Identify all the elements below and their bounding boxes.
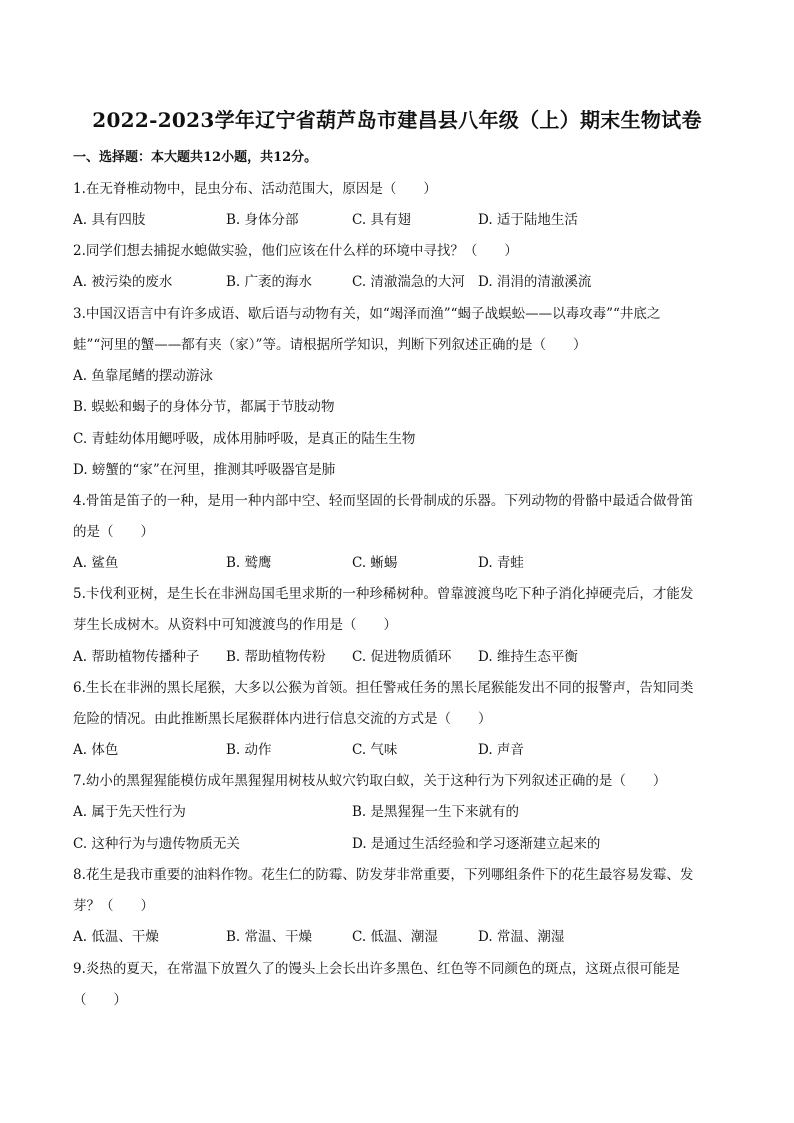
q7-option-d: D. 是通过生活经验和学习逐渐建立起来的: [352, 836, 601, 852]
q8-option-a: A. 低温、干燥: [73, 929, 159, 945]
q2-option-c: C. 清澈湍急的大河: [352, 274, 465, 290]
question-6-stem-line-1: 6.生长在非洲的黑长尾猴，大多以公猴为首领。担任警戒任务的黑长尾猴能发出不同的报警声，告知同类: [73, 680, 694, 696]
question-5-stem-line-2: 芽生长成树木。从资料中可知渡渡鸟的作用是（ ）: [73, 617, 397, 633]
q4-option-d: D. 青蛙: [478, 555, 524, 571]
q3-option-d: D. 螃蟹的“家”在河里，推测其呼吸器官是肺: [73, 462, 336, 478]
question-4-stem-line-1: 4.骨笛是笛子的一种，是用一种内部中空、轻而坚固的长骨制成的乐器。下列动物的骨骼中最适合做骨笛: [73, 493, 694, 509]
q6-option-d: D. 声音: [478, 742, 524, 758]
q2-option-d: D. 涓涓的清澈溪流: [478, 274, 592, 290]
question-9-stem-line-1: 9.炎热的夏天，在常温下放置久了的馒头上会长出许多黑色、红色等不同颜色的斑点，这斑点很可能是: [73, 961, 680, 977]
q1-option-a: A. 具有四肢: [73, 212, 146, 228]
q3-option-c: C. 青蛙幼体用鳃呼吸，成体用肺呼吸，是真正的陆生生物: [73, 431, 416, 447]
q2-option-b: B. 广袤的海水: [226, 274, 313, 290]
q8-option-c: C. 低温、潮湿: [352, 929, 438, 945]
q1-option-c: C. 具有翅: [352, 212, 411, 228]
q5-option-a: A. 帮助植物传播种子: [73, 649, 200, 665]
q5-option-d: D. 维持生态平衡: [478, 649, 578, 665]
q4-option-c: C. 蜥蜴: [352, 555, 398, 571]
q1-option-b: B. 身体分部: [226, 212, 299, 228]
question-8-stem-line-1: 8.花生是我市重要的油料作物。花生仁的防霉、防发芽非常重要，下列哪组条件下的花生最容易发霉、发: [73, 867, 694, 883]
question-4-stem-line-2: 的是（ ）: [73, 524, 154, 540]
q5-option-c: C. 促进物质循环: [352, 649, 452, 665]
q6-option-a: A. 体色: [73, 742, 119, 758]
question-6-stem-line-2: 危险的情况。由此推断黑长尾猴群体内进行信息交流的方式是（ ）: [73, 711, 492, 727]
question-1-stem: 1.在无脊椎动物中，昆虫分布、活动范围大，原因是（ ）: [73, 181, 437, 197]
q5-option-b: B. 帮助植物传粉: [226, 649, 326, 665]
q6-option-c: C. 气味: [352, 742, 398, 758]
question-5-stem-line-1: 5.卡伐利亚树，是生长在非洲岛国毛里求斯的一种珍稀树种。曾靠渡渡鸟吃下种子消化掉硬壳后，才能发: [73, 586, 694, 602]
q8-option-b: B. 常温、干燥: [226, 929, 313, 945]
q3-option-a: A. 鱼靠尾鳍的摆动游泳: [73, 368, 213, 384]
q3-option-b: B. 蜈蚣和蝎子的身体分节，都属于节肢动物: [73, 399, 335, 415]
q7-option-c: C. 这种行为与遗传物质无关: [73, 836, 240, 852]
question-3-stem-line-1: 3.中国汉语言中有许多成语、歇后语与动物有关，如“竭泽而渔”“蝎子战蜈蚣——以毒攻毒”“井底之: [73, 306, 661, 322]
question-9-stem-line-2: （ ）: [73, 992, 127, 1008]
q7-option-b: B. 是黑猩猩一生下来就有的: [352, 804, 520, 820]
question-2-stem: 2.同学们想去捕捉水螅做实验，他们应该在什么样的环境中寻找？（ ）: [73, 243, 518, 259]
question-3-stem-line-2: 蛙”“河里的蟹——都有夹（家）”等。请根据所学知识，判断下列叙述正确的是（ ）: [73, 337, 587, 353]
question-7-stem: 7.幼小的黑猩猩能模仿成年黑猩猩用树枝从蚁穴钓取白蚁，关于这种行为下列叙述正确的是（ ）: [73, 773, 667, 789]
q7-option-a: A. 属于先天性行为: [73, 804, 186, 820]
page-title: 2022-2023学年辽宁省葫芦岛市建昌县八年级（上）期末生物试卷: [92, 108, 702, 132]
q6-option-b: B. 动作: [226, 742, 272, 758]
question-8-stem-line-2: 芽？（ ）: [73, 898, 154, 914]
q1-option-d: D. 适于陆地生活: [478, 212, 578, 228]
q2-option-a: A. 被污染的废水: [73, 274, 173, 290]
q8-option-d: D. 常温、潮湿: [478, 929, 565, 945]
q4-option-a: A. 鲨鱼: [73, 555, 119, 571]
section-heading: 一、选择题：本大题共12小题，共12分。: [73, 150, 318, 165]
q4-option-b: B. 鹫鹰: [226, 555, 272, 571]
